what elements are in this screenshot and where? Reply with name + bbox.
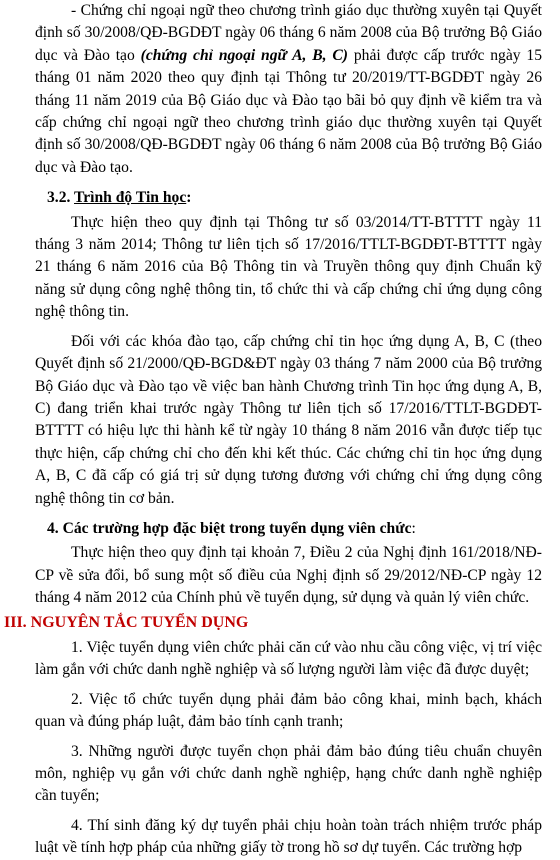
heading-3-2 [35, 187, 542, 209]
list-item: 1. Việc tuyển dụng viên chức phải căn cứ vào nhu cầu công việc, vị trí việc làm gắn với chức danh nghề nghiệp và số lượng người làm việc đã được duyệt; [35, 638, 542, 679]
paragraph-special-cases: Thực hiện theo quy định tại khoản 7, Điều 2 của Nghị định 161/2018/NĐ-CP về sửa đổi, bổ sung một số điều của Nghị định số 29/2012/NĐ-CP ngày 12 tháng 4 năm 2012 của Chính phủ về tuyển dụng, sử dụng và quản lý viên chức. [35, 544, 542, 607]
heading-suffix: : [186, 189, 192, 207]
list-item: 4. Thí sinh đăng ký dự tuyển phải chịu hoàn toàn trách nhiệm trước pháp luật về tính hợp pháp của những giấy tờ trong hồ sơ dự tuyển. Các trường hợp [35, 816, 542, 857]
paragraph-it-regulation: Thực hiện theo quy định tại Thông tư số 03/2014/TT-BTTTT ngày 11 tháng 3 năm 2014; Thông tư liên tịch số 17/2016/TTLT-BGDĐT-BTTTT ngày 21 tháng 6 năm 2016 của Bộ Thông tin và Truyền thông quy định Chuẩn kỹ năng sử dụng công nghệ thông tin, tổ chức thi và cấp chứng chỉ ứng dụng công nghệ thông tin. [35, 213, 542, 321]
list-item: 2. Việc tổ chức tuyển dụng phải đảm bảo công khai, minh bạch, khách quan và đúng pháp luật, đảm bảo tính cạnh tranh; [35, 690, 542, 731]
paragraph-text: - Chứng chỉ ngoại ngữ theo chương trình giáo dục thường xuyên tại Quyết định số 30/2008/QĐ-BGDĐT ngày 06 tháng 6 năm 2008 của Bộ trưởng Bộ Giáo dục và Đào tạo [35, 2, 542, 64]
paragraph-foreign-language-certificate [35, 0, 542, 179]
heading-4 [35, 518, 542, 540]
document-page [4, 0, 543, 860]
paragraph-it-certificate: Đối với các khóa đào tạo, cấp chứng chỉ tin học ứng dụng A, B, C (theo Quyết định số 21/2000/QĐ-BGD&ĐT ngày 03 tháng 7 năm 2000 của Bộ trưởng Bộ Giáo dục và Đào tạo về việc ban hành Chương trình Tin học ứng dụng A, B, C) đang triển khai trước ngày Thông tư liên tịch số 17/2016/TTLT-BGDĐT-BTTTT có hiệu lực thi hành kể từ ngày 10 tháng 8 năm 2016 vẫn được tiếp tục thực hiện, cấp chứng chỉ cho đến khi kết thúc. Các chứng chỉ tin học ứng dụng A, B, C đã cấp có giá trị sử dụng tương đương với chứng chỉ ứng dụng công nghệ thông tin cơ bản. [35, 332, 542, 507]
paragraph-text: phải được cấp trước ngày 15 tháng 01 năm 2020 theo quy định tại Thông tư 20/2019/TT-BGDĐT ngày 26 tháng 11 năm 2019 của Bộ Giáo dục và Đào tạo bãi bỏ quy định về kiểm tra và cấp chứng chỉ ngoại ngữ theo chương trình giáo dục thường xuyên tại Quyết định số 30/2008/QĐ-BGDĐT ngày 06 tháng 6 năm 2008 của Bộ trưởng Bộ Giáo dục và Đào tạo. [35, 46, 543, 176]
heading-text: 4. Các trường hợp đặc biệt trong tuyển dụng viên chức [47, 519, 412, 537]
heading-suffix: : [411, 519, 416, 537]
heading-title: Trình độ Tin học [74, 189, 187, 207]
heading-number: 3.2. [47, 189, 71, 207]
emphasis-text: (chứng chỉ ngoại ngữ A, B, C) [140, 46, 349, 64]
list-item: 3. Những người được tuyển chọn phải đảm bảo đúng tiêu chuẩn chuyên môn, nghiệp vụ gắn với chức danh nghề nghiệp, hạng chức danh nghề nghiệp cần tuyển; [35, 742, 542, 805]
section-title: III. NGUYÊN TẮC TUYỂN DỤNG [4, 613, 249, 631]
